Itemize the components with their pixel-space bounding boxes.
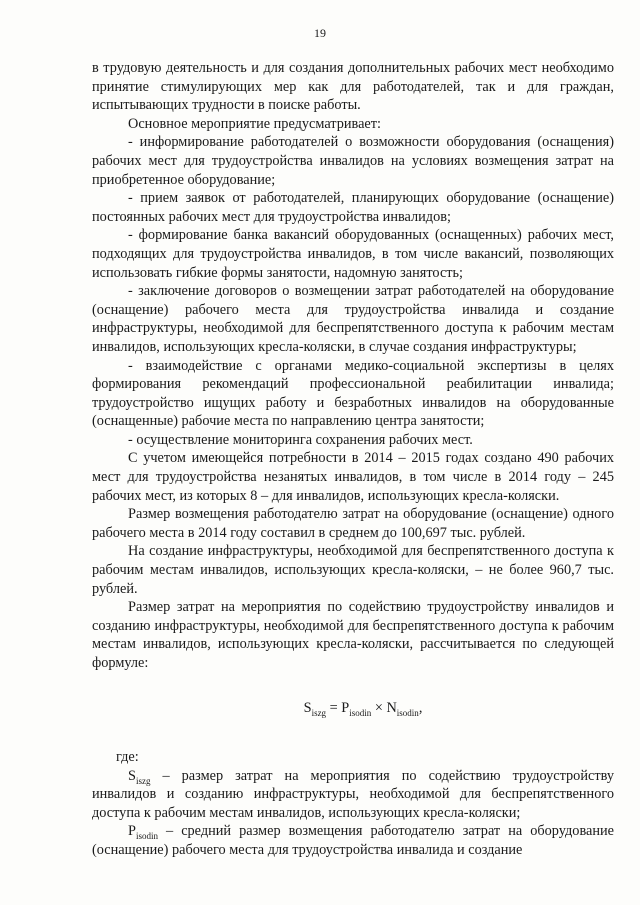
formula-equals: = bbox=[326, 699, 342, 716]
paragraph: в трудовую деятельность и для создания дополнительных рабочих мест необходимо принятие стимулирующих мер как для работодателей, так и для граждан, испытывающих трудности в поиске работы. bbox=[92, 60, 614, 114]
list-item: - заключение договоров о возмещении затрат работодателей на оборудование (оснащение) рабочего места для трудоустройства инвалида и создание инфраструктуры, необходимой для беспрепятственного доступа к рабочим местам инвалидов, использующих кресла-коляски, в случае создания инфраструктуры; bbox=[92, 283, 614, 355]
definition-text: – средний размер возмещения работодателю затрат на оборудование (оснащение) рабочего места для трудоустройства инвалида и создание bbox=[92, 823, 614, 859]
list-item: - прием заявок от работодателей, планирующих оборудование (оснащение) постоянных рабочих мест для трудоустройства инвалидов; bbox=[92, 190, 614, 225]
formula-n-subscript: isodin bbox=[396, 707, 419, 718]
paragraph: На создание инфраструктуры, необходимой для беспрепятственного доступа к рабочим местам инвалидов, использующих кресла-коляски, – не более 960,7 тыс. рублей. bbox=[92, 543, 614, 597]
formula-lhs-subscript: iszg bbox=[311, 707, 327, 718]
definition-symbol: S bbox=[128, 767, 136, 784]
list-item: - осуществление мониторинга сохранения рабочих мест. bbox=[128, 431, 473, 448]
list-item: - информирование работодателей о возможности оборудования (оснащения) рабочих мест для трудоустройства инвалидов на условиях возмещения затрат на приобретенное оборудование; bbox=[92, 134, 614, 188]
formula-tail: , bbox=[418, 699, 423, 716]
paragraph: Основное мероприятие предусматривает: bbox=[128, 115, 381, 132]
formula-p-subscript: isodin bbox=[349, 707, 372, 718]
definition bbox=[92, 822, 614, 859]
formula bbox=[92, 699, 614, 722]
document-body bbox=[92, 59, 614, 860]
definition-subscript: isodin bbox=[135, 831, 158, 842]
paragraph: Размер возмещения работодателю затрат на оборудование (оснащение) одного рабочего места в 2014 году составил в среднем до 100,697 тыс. рублей. bbox=[92, 506, 614, 541]
definition-subscript: iszg bbox=[135, 775, 151, 786]
formula-p: P bbox=[341, 699, 350, 716]
definition-symbol: P bbox=[128, 823, 136, 840]
definition-text: – размер затрат на мероприятия по содействию трудоустройству инвалидов и созданию инфраструктуры, необходимой для беспрепятственного доступа к рабочим местам инвалидов, использующих кресла-коляски; bbox=[92, 767, 614, 821]
formula-n: N bbox=[386, 699, 397, 716]
formula-lhs: S bbox=[303, 699, 312, 716]
definition bbox=[92, 767, 614, 823]
paragraph: Размер затрат на мероприятия по содействию трудоустройству инвалидов и созданию инфраструктуры, необходимой для беспрепятственного доступа к рабочим местам инвалидов, использующих кресла-коляски, рассчитывается по следующей формуле: bbox=[92, 599, 614, 671]
formula-times: × bbox=[371, 699, 387, 716]
page-number: 19 bbox=[314, 26, 326, 40]
list-item: - взаимодействие с органами медико-социальной экспертизы в целях формирования рекомендаций профессиональной реабилитации инвалида; трудоустройство ищущих работу и безработных инвалидов на оборудованные (оснащенные) рабочие места по направлению центра занятости; bbox=[92, 357, 614, 430]
list-item: - формирование банка вакансий оборудованных (оснащенных) рабочих мест, подходящих для трудоустройства инвалидов, в том числе вакансий, позволяющих использовать гибкие формы занятости, надомную занятость; bbox=[92, 227, 614, 281]
where-label: где: bbox=[116, 749, 139, 766]
paragraph: С учетом имеющейся потребности в 2014 – 2015 годах создано 490 рабочих мест для трудоустройства незанятых инвалидов, в том числе в 2014 году – 245 рабочих мест, из которых 8 – для инвалидов, использующих кресла-коляски. bbox=[92, 450, 614, 504]
